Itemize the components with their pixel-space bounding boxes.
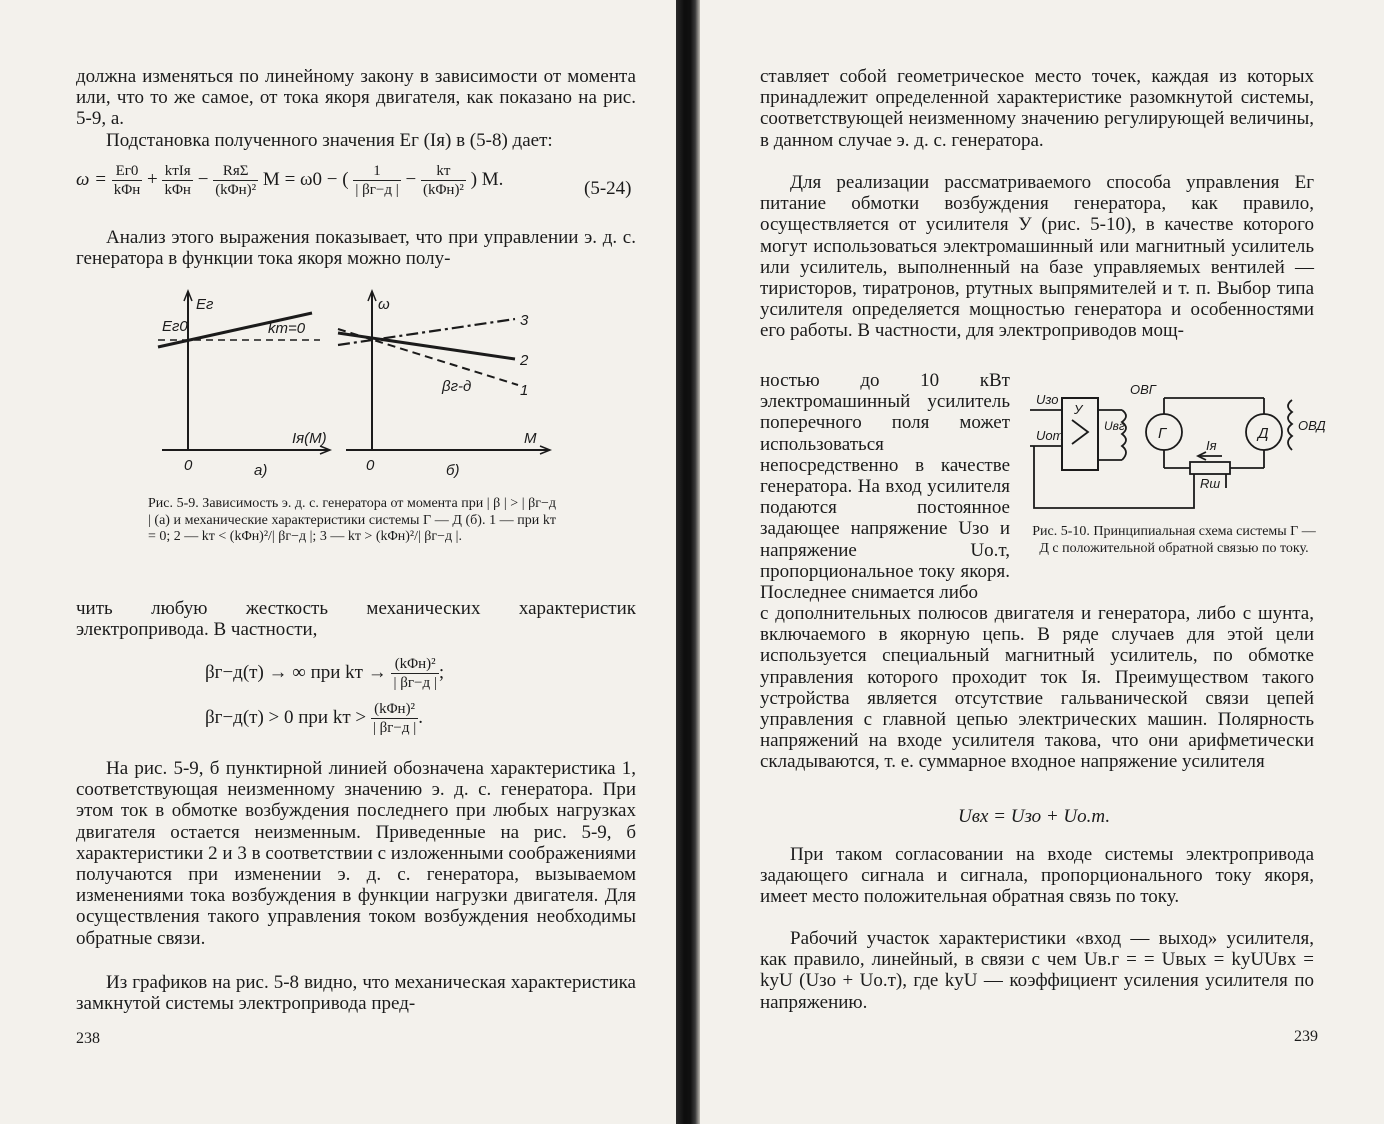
label-iya: Iя — [1206, 438, 1217, 453]
left-paragraph-4: чить любую жесткость механических характеристик электропривода. В частности, — [76, 598, 636, 641]
condition-1: βг−д(т) → ∞ при kт → $\frac{\text{(kΦн)²}}{| \beta г-д |}$ ; — [205, 656, 445, 691]
right-paragraph-2: Для реализации рассматриваемого способа управления Eг питание обмотки возбуждения генератора, как правило, осуществляется от усилителя У (рис. 5-10), в качестве которого могут использоваться электромашинный или магнитный усилитель или усилитель, выполненный на базе управляемых вентилей — тиристоров, тиратронов, ртутных выпрямителей и т. п. Выбор типа усилителя определяется мощностью генератора и особенностями его работы. В частности, для электроприводов мощ- — [760, 172, 1314, 342]
right-paragraph-2-wrap: ностью до 10 кВт электромашинный усилитель поперечного поля может использоваться непосредственно в качестве генератора. На вход усилителя подаются постоянное задающее напряжение Uзо и напряжение Uо.т, пропорциональное току якоря. Последнее снимается либо — [760, 370, 1010, 604]
label-motor: Д — [1258, 425, 1269, 442]
book-spine — [676, 0, 700, 1124]
label-omega: ω — [378, 296, 390, 313]
equation-sum: Uвх = Uзо + Uо.т. — [958, 806, 1111, 827]
caption-5-9: Рис. 5-9. Зависимость э. д. с. генератора от момента при | β | > | βг−д | (а) и механические характеристики системы Г — Д (б). 1 — при kт = 0; 2 — kт < (kΦн)²/| βг−д |; 3 — kт > (kΦн)²/| βг−д |. — [148, 496, 556, 544]
sub-a: а) — [254, 462, 268, 479]
left-paragraph-6: Из графиков на рис. 5-8 видно, что механическая характеристика замкнутой системы электропривода пред- — [76, 972, 636, 1015]
right-paragraph-2-rest: с дополнительных полюсов двигателя и генератора, либо с шунта, включаемого в якорную цепь. В ряде случаев для этой цели используется специальный магнитный усилитель, по обмотке управления которого проходит ток Iя. Преимуществом такого устройства является отсутствие гальванической связи цепей управления с главной цепью электрических машин. Полярность напряжений на входе усилителя такова, что они арифметически складываются, т. е. суммарное входное напряжение усилителя — [760, 603, 1314, 773]
label-uot: Uот — [1036, 428, 1064, 443]
label-ovg: ОВГ — [1130, 382, 1156, 397]
label-m: M — [524, 430, 537, 447]
sub-b: б) — [446, 462, 460, 479]
label-amp: У — [1074, 402, 1083, 417]
label-eg0: Eг0 — [162, 318, 188, 335]
caption-5-10: Рис. 5-10. Принципиальная схема системы Г — Д с положительной обратной связью по току. — [1032, 524, 1316, 556]
right-paragraph-1: ставляет собой геометрическое место точек, каждая из которых принадлежит определенной характеристике разомкнутой системы, соответствующей неизменному значению регулирующей величины, в данном случае э. д. с. генератора. — [760, 66, 1314, 151]
equation-5-24: ω = $\frac{Eг0}{\text{kΦн}}$ + $\frac{\text{kтIя}}{\text{kΦн}}$ − $\frac{\text{RяΣ}}{\text{(kΦн)²}}$ M = ω0 − ( $\frac{1}{| \beta г-д |}$ − $\frac{kт}{\text{(kΦн)²}}$ ) M. — [76, 163, 504, 198]
right-paragraph-3: При таком согласовании на входе системы электропривода задающего сигнала и сигнала, пропорционального току якоря, имеет место положительная обратная связь по току. — [760, 844, 1314, 908]
char-3 — [338, 319, 515, 345]
label-2: 2 — [520, 352, 529, 369]
char-2 — [338, 333, 515, 359]
label-rsh: Rш — [1200, 476, 1221, 491]
left-paragraph-5: На рис. 5-9, б пунктирной линией обозначена характеристика 1, соответствующая неизменному значению э. д. с. генератора. При этом ток в обмотке возбуждения последнего при любых нагрузках двигателя остается неизменным. Приведенные на рис. 5-9, б характеристики 2 и 3 в соответствии с изложенными соображениями получаются при изменении э. д. с. генератора, вызываемом изменениями тока возбуждения в функции нагрузки двигателя. Для осуществления такого управления током возбуждения необходимы обратные связи. — [76, 758, 636, 949]
label-uvg: Uвг — [1104, 419, 1125, 433]
label-uzo: Uзо — [1036, 392, 1059, 407]
equation-number: (5-24) — [584, 178, 632, 199]
feedback-wire — [1034, 446, 1194, 508]
page-number-left: 238 — [76, 1030, 100, 1047]
figure-5-9 — [150, 285, 560, 485]
origin-a: 0 — [184, 457, 193, 474]
right-page — [700, 0, 1384, 1124]
page-number-right: 239 — [1294, 1028, 1318, 1045]
shunt-resistor — [1190, 462, 1230, 474]
left-page — [0, 0, 676, 1124]
label-3: 3 — [520, 312, 529, 329]
ovg-winding — [1122, 410, 1126, 460]
label-eg: Eг — [196, 296, 214, 313]
right-paragraph-4: Рабочий участок характеристики «вход — выход» усилителя, как правило, линейный, в связи с чем Uв.г = = Uвых = kуUUвх = kуU (Uзо + Uо.т), где kуU — коэффициент усиления усилителя по напряжению. — [760, 928, 1314, 1013]
label-ia-m: Iя(M) — [292, 430, 327, 447]
label-kt0: kт=0 — [268, 320, 306, 337]
label-gen: Г — [1158, 425, 1167, 442]
condition-2: βг−д(т) > 0 при kт > $\frac{\text{(kΦн)²}}{| \beta г-д |}$ . — [205, 701, 424, 736]
left-paragraph-2: Подстановка полученного значения Eг (Iя) в (5-8) дает: — [106, 130, 553, 151]
origin-b: 0 — [366, 457, 375, 474]
ovd-winding — [1288, 400, 1292, 450]
left-paragraph-3: Анализ этого выражения показывает, что при управлении э. д. с. генератора в функции тока якоря можно полу- — [76, 227, 636, 270]
left-paragraph-1: должна изменяться по линейному закону в зависимости от момента или, что то же самое, от тока якоря двигателя, как показано на рис. 5-9, а. — [76, 66, 636, 130]
figure-5-10 — [1022, 380, 1326, 518]
label-beta: βг-д — [442, 378, 472, 395]
label-ovd: ОВД — [1298, 418, 1326, 433]
label-1: 1 — [520, 382, 529, 399]
